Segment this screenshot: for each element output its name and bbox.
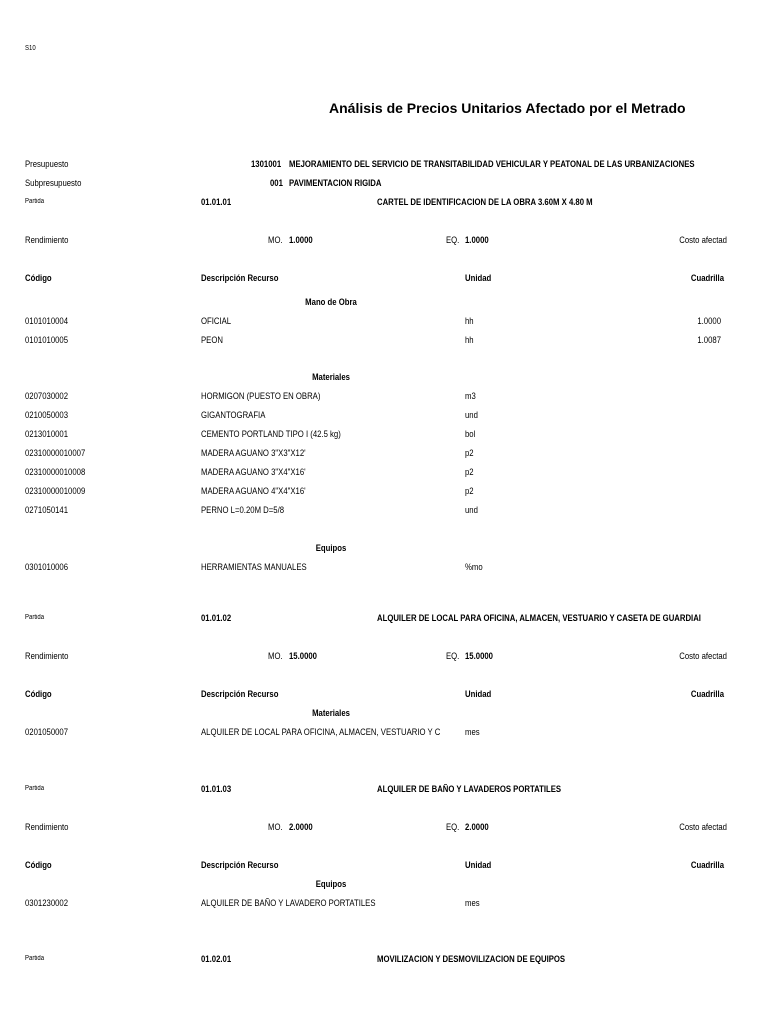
resource-code: 02310000010009 (25, 486, 86, 496)
resource-unit: m3 (465, 391, 476, 401)
report-code: S10 (25, 45, 36, 52)
partida-code: 01.01.01 (201, 197, 232, 207)
column-header-codigo: Código (25, 273, 52, 283)
column-header-cuadrilla: Cuadrilla (690, 860, 724, 870)
eq-value: 2.0000 (465, 822, 489, 832)
resource-description: MADERA AGUANO 3"X4"X16' (201, 467, 306, 477)
resource-code: 0210050003 (25, 410, 69, 420)
group-title: Equipos (315, 879, 347, 889)
rendimiento-label: Rendimiento (25, 235, 69, 245)
partida-name: CARTEL DE IDENTIFICACION DE LA OBRA 3.60M X 4.80 M (377, 197, 593, 207)
resource-unit: und (465, 505, 478, 515)
resource-unit: hh (465, 316, 474, 326)
column-header-cuadrilla: Cuadrilla (690, 273, 724, 283)
mo-label: MO. (268, 651, 283, 661)
partida-code: 01.01.03 (201, 784, 232, 794)
resource-code: 0101010004 (25, 316, 69, 326)
column-header-codigo: Código (25, 689, 52, 699)
column-header-cuadrilla: Cuadrilla (690, 689, 724, 699)
mo-value: 2.0000 (289, 822, 313, 832)
group-title: Materiales (312, 372, 350, 382)
column-header-unidad: Unidad (465, 689, 492, 699)
group-title: Equipos (315, 543, 347, 553)
eq-label: EQ. (446, 651, 460, 661)
partida-name: MOVILIZACION Y DESMOVILIZACION DE EQUIPOS (377, 954, 566, 964)
mo-value: 15.0000 (289, 651, 317, 661)
eq-label: EQ. (446, 235, 460, 245)
resource-description: MADERA AGUANO 3"X3"X12' (201, 448, 306, 458)
rendimiento-label: Rendimiento (25, 822, 69, 832)
mo-label: MO. (268, 235, 283, 245)
partida-label: Partida (25, 955, 45, 962)
partida-name: ALQUILER DE LOCAL PARA OFICINA, ALMACEN, VESTUARIO Y CASETA DE GUARDIAI (377, 613, 701, 623)
resource-description: PEON (201, 335, 223, 345)
partida-label: Partida (25, 614, 45, 621)
resource-code: 0301230002 (25, 898, 69, 908)
resource-unit: mes (465, 727, 480, 737)
page-title: Análisis de Precios Unitarios Afectado por el Metrado (329, 100, 686, 116)
costo-afectado-label: Costo afectad (679, 651, 727, 661)
resource-description: HERRAMIENTAS MANUALES (201, 562, 307, 572)
eq-label: EQ. (446, 822, 460, 832)
group-title: Mano de Obra (305, 297, 357, 307)
resource-code: 0201050007 (25, 727, 69, 737)
eq-value: 1.0000 (465, 235, 489, 245)
partida-label: Partida (25, 198, 45, 205)
column-header-unidad: Unidad (465, 860, 492, 870)
resource-code: 0271050141 (25, 505, 69, 515)
resource-code: 02310000010008 (25, 467, 86, 477)
group-title: Materiales (312, 708, 350, 718)
presupuesto-label: Presupuesto (25, 159, 69, 169)
resource-unit: %mo (465, 562, 483, 572)
resource-unit: p2 (465, 467, 474, 477)
partida-code: 01.01.02 (201, 613, 232, 623)
resource-description: GIGANTOGRAFIA (201, 410, 266, 420)
column-header-descripcion: Descripción Recurso (201, 860, 279, 870)
column-header-codigo: Código (25, 860, 52, 870)
resource-cuadrilla: 1.0000 (697, 316, 721, 326)
resource-code: 0301010006 (25, 562, 69, 572)
subpresupuesto-label: Subpresupuesto (25, 178, 82, 188)
resource-code: 0207030002 (25, 391, 69, 401)
rendimiento-label: Rendimiento (25, 651, 69, 661)
partida-label: Partida (25, 785, 45, 792)
presupuesto-code: 1301001 (251, 159, 282, 169)
mo-label: MO. (268, 822, 283, 832)
resource-unit: p2 (465, 448, 474, 458)
resource-description: ALQUILER DE BAÑO Y LAVADERO PORTATILES (201, 898, 376, 908)
resource-code: 0213010001 (25, 429, 69, 439)
costo-afectado-label: Costo afectad (679, 822, 727, 832)
resource-code: 0101010005 (25, 335, 69, 345)
column-header-unidad: Unidad (465, 273, 492, 283)
resource-description: MADERA AGUANO 4"X4"X16' (201, 486, 306, 496)
subpresupuesto-code: 001 (270, 178, 283, 188)
resource-description: PERNO L=0.20M D=5/8 (201, 505, 285, 515)
resource-description: CEMENTO PORTLAND TIPO I (42.5 kg) (201, 429, 341, 439)
resource-description: ALQUILER DE LOCAL PARA OFICINA, ALMACEN, VESTUARIO Y C (201, 727, 441, 737)
resource-unit: hh (465, 335, 474, 345)
column-header-descripcion: Descripción Recurso (201, 689, 279, 699)
partida-code: 01.02.01 (201, 954, 232, 964)
presupuesto-description: MEJORAMIENTO DEL SERVICIO DE TRANSITABILIDAD VEHICULAR Y PEATONAL DE LAS URBANIZACIONES (289, 159, 695, 169)
partida-name: ALQUILER DE BAÑO Y LAVADEROS PORTATILES (377, 784, 562, 794)
resource-unit: p2 (465, 486, 474, 496)
column-header-descripcion: Descripción Recurso (201, 273, 279, 283)
costo-afectado-label: Costo afectad (679, 235, 727, 245)
mo-value: 1.0000 (289, 235, 313, 245)
resource-unit: und (465, 410, 478, 420)
eq-value: 15.0000 (465, 651, 493, 661)
resource-unit: mes (465, 898, 480, 908)
resource-description: OFICIAL (201, 316, 232, 326)
subpresupuesto-description: PAVIMENTACION RIGIDA (289, 178, 382, 188)
resource-unit: bol (465, 429, 476, 439)
resource-cuadrilla: 1.0087 (697, 335, 721, 345)
resource-code: 02310000010007 (25, 448, 86, 458)
resource-description: HORMIGON (PUESTO EN OBRA) (201, 391, 321, 401)
